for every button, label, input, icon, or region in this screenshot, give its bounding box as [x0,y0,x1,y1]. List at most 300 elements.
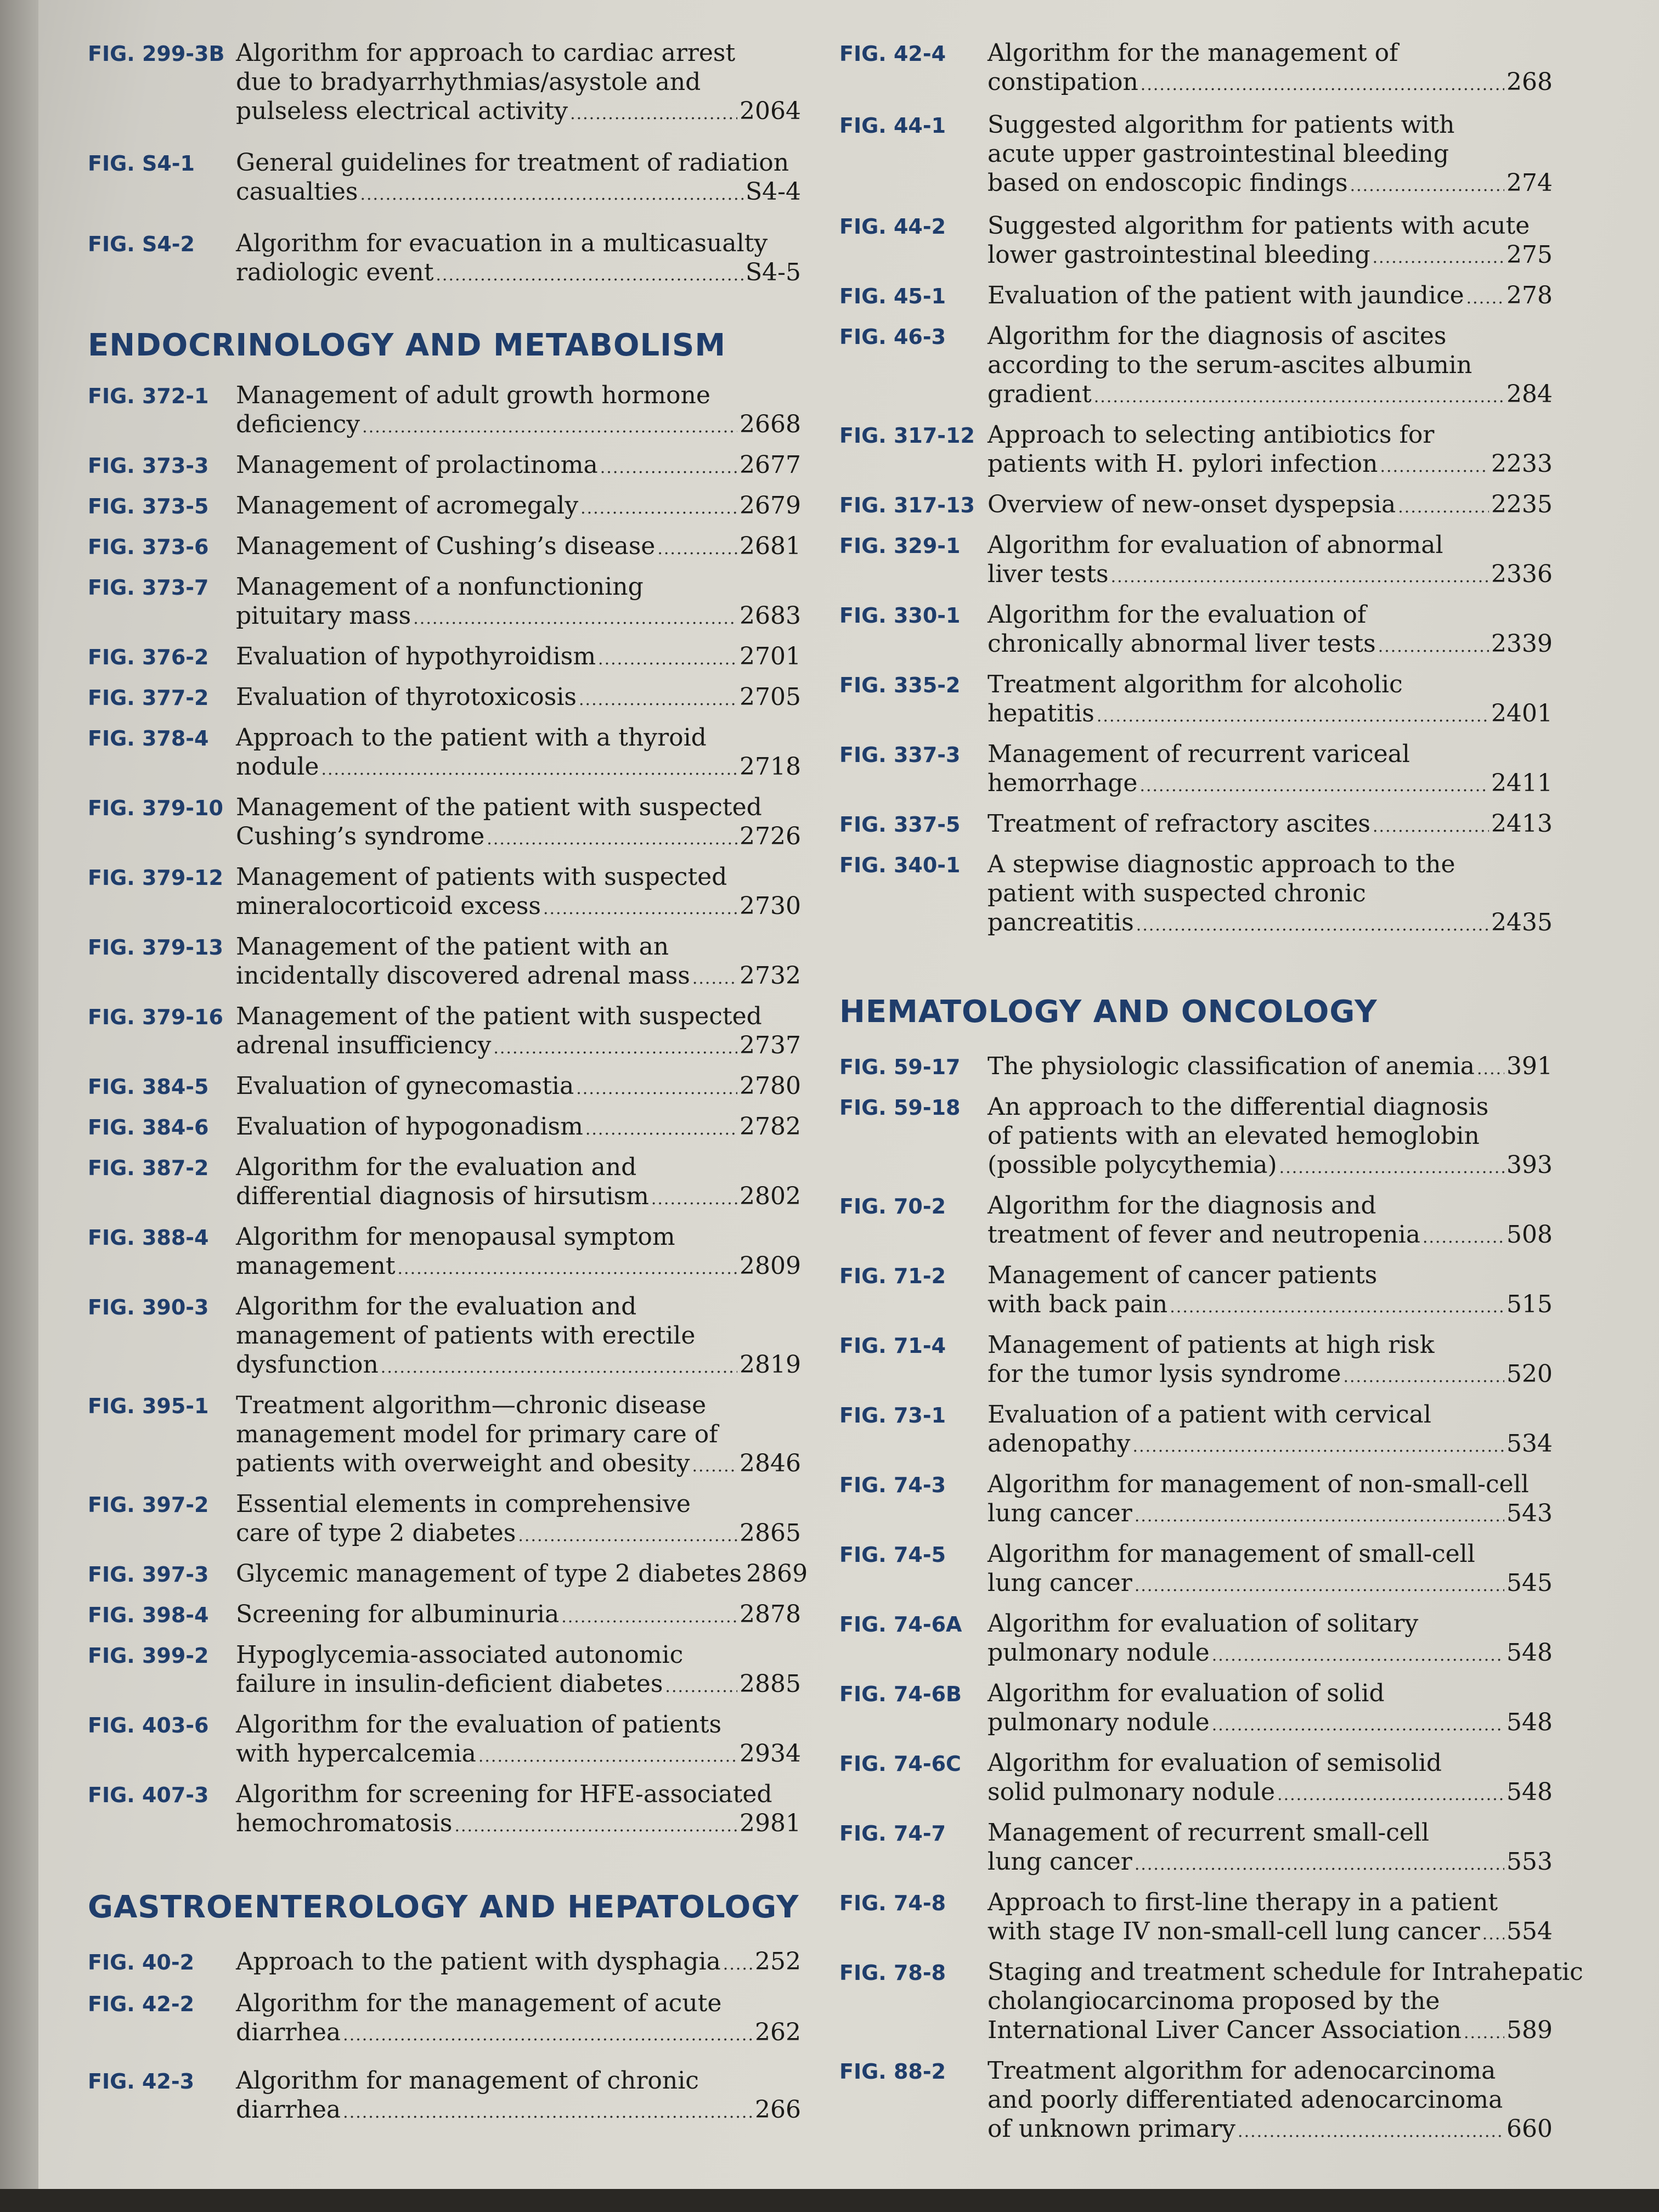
dot-leader [692,1452,738,1481]
page-number: 554 [1506,1917,1553,1945]
entry-title-line: acute upper gastrointestinal bleeding [988,140,1449,168]
entry-last-line [988,1917,1553,1949]
page-number: 2981 [740,1809,801,1837]
dot-leader [478,1742,737,1771]
entry-title-line: Algorithm for the diagnosis and [988,1192,1376,1220]
entry-title-line: hemorrhage [988,769,1138,797]
page-number: 2235 [1491,490,1553,518]
entry-title-line: Management of patients with suspected [236,863,727,891]
dot-leader [1135,1850,1504,1879]
figure-number: FIG. 71-2 [839,1264,946,1288]
entry-title-line: lung cancer [988,1848,1132,1876]
dot-leader [493,1034,737,1063]
figure-number: FIG. 373-5 [88,494,209,518]
dot-leader [579,685,737,714]
page-number: S4-4 [746,178,801,206]
toc-entry [839,809,1553,841]
page-number: 2339 [1491,630,1553,658]
entry-last-line [988,281,1553,313]
figure-number: FIG. 74-6A [839,1612,962,1637]
entry-last-line [236,450,801,482]
figure-number: FIG. 379-13 [88,935,223,960]
entry-title-line: management of patients with erectile [236,1322,696,1350]
entry-title-line: A stepwise diagnostic approach to the [988,850,1455,878]
entry-last-line [236,258,801,290]
entry-title-line: gradient [988,380,1092,408]
dot-leader [1238,2117,1504,2146]
toc-entry [839,321,1553,411]
page-number: 2732 [740,962,801,990]
entry-last-line [236,532,801,563]
page-number: 2782 [740,1113,801,1141]
page-number: 393 [1506,1151,1553,1179]
figure-number: FIG. S4-2 [88,232,195,256]
figure-number: FIG. 74-6B [839,1682,962,1706]
entry-last-line [988,1290,1553,1322]
toc-entry [88,723,801,784]
entry-title-line: management model for primary care of [236,1420,718,1448]
toc-entry [839,1957,1583,2047]
figure-number: FIG. 42-2 [88,1992,195,2016]
dot-leader [381,1353,737,1382]
dot-leader [436,261,743,290]
page-number: 2737 [740,1031,801,1059]
page-number: 589 [1506,2016,1553,2044]
toc-entry [839,850,1553,940]
entry-last-line [988,1220,1553,1252]
figure-number: FIG. 384-6 [88,1115,209,1139]
entry-last-line [236,177,801,209]
entry-last-line [988,449,1553,481]
figure-number: FIG. 390-3 [88,1295,209,1319]
dot-leader [1477,1054,1504,1084]
page-number: 548 [1506,1708,1553,1736]
entry-title-line: patients with H. pylori infection [988,450,1378,478]
entry-title-line: Algorithm for evacuation in a multicasualty [236,229,768,257]
entry-last-line [236,2095,801,2127]
entry-last-line [236,1600,801,1632]
toc-entry [88,1947,801,1979]
figure-number: FIG. 379-16 [88,1005,223,1029]
figure-number: FIG. 74-3 [839,1473,946,1497]
page-number: 548 [1506,1778,1553,1806]
figure-number: FIG. 71-4 [839,1334,946,1358]
toc-entry [839,1539,1553,1600]
entry-last-line [236,1809,801,1841]
entry-last-line [988,1429,1553,1461]
entry-last-line [236,1739,801,1771]
entry-title-line: Treatment algorithm—chronic disease [236,1391,707,1419]
entry-title-line: Evaluation of hypogonadism [236,1113,583,1141]
page-number: 2730 [740,892,801,920]
page-number: 2865 [740,1519,801,1547]
toc-entry [88,642,801,674]
entry-title-line: Algorithm for evaluation of solitary [988,1610,1419,1638]
toc-entry [88,148,801,209]
entry-title-line: Algorithm for evaluation of semisolid [988,1749,1442,1777]
entry-title-line: pulmonary nodule [988,1708,1210,1736]
entry-title-line: radiologic event [236,258,434,286]
dot-leader [1464,2018,1504,2047]
entry-title-line: Treatment algorithm for adenocarcinoma [988,2057,1496,2085]
dot-leader [692,964,737,993]
page-number: 534 [1506,1430,1553,1458]
entry-title-line: patients with overweight and obesity [236,1449,690,1477]
entry-title-line: liver tests [988,560,1109,588]
entry-title-line: Algorithm for the evaluation of [988,601,1367,629]
entry-title-line: Management of the patient with suspected [236,793,762,821]
entry-title-line: Evaluation of thyrotoxicosis [236,683,577,711]
entry-title-line: Algorithm for the evaluation of patients [236,1711,722,1739]
figure-number: FIG. 397-2 [88,1493,209,1517]
toc-entry [88,1489,801,1550]
toc-entry [839,1400,1553,1461]
entry-title-line: patient with suspected chronic [988,879,1366,907]
page-number: 262 [755,2018,801,2046]
figure-number: FIG. 384-5 [88,1075,209,1099]
entry-last-line [988,2016,1553,2047]
entry-title-line: Algorithm for approach to cardiac arrest [236,39,736,67]
dot-leader [1277,1780,1504,1809]
entry-title-line: deficiency [236,410,360,438]
page-number: 266 [755,2096,801,2124]
entry-title-line: hemochromatosis [236,1809,453,1837]
entry-title-line: care of type 2 diabetes [236,1519,516,1547]
dot-leader [570,99,737,128]
entry-last-line [236,601,801,633]
page-number: 2435 [1491,909,1553,936]
toc-entry [88,1710,801,1771]
toc-entry [839,1052,1553,1084]
entry-title-line: of patients with an elevated hemoglobin [988,1122,1480,1150]
entry-title-line: Overview of new-onset dyspepsia [988,490,1396,518]
dot-leader [1212,1711,1504,1740]
dot-leader [1170,1293,1504,1322]
figure-number: FIG. 46-3 [839,325,946,349]
dot-leader [1135,1571,1504,1600]
page-number: 553 [1506,1848,1553,1876]
toc-entry [839,1191,1553,1252]
entry-title-line: Algorithm for the evaluation and [236,1293,637,1321]
toc-entry [839,281,1553,313]
figure-number: FIG. 44-2 [839,215,946,239]
toc-entry [839,1330,1553,1391]
toc-entry [839,420,1553,481]
toc-entry [88,932,801,993]
dot-leader [543,894,737,923]
toc-entry [88,1071,801,1103]
toc-entry [839,1748,1553,1809]
entry-title-line: Suggested algorithm for patients with [988,111,1455,139]
entry-title-line: Management of the patient with suspected [236,1002,762,1030]
figure-number: FIG. 40-2 [88,1950,195,1974]
toc-entry [839,110,1553,200]
entry-title-line: Approach to selecting antibiotics for [988,421,1435,449]
page-number: 548 [1506,1639,1553,1667]
entry-title-line: Treatment of refractory ascites [988,810,1371,838]
entry-title-line: due to bradyarrhythmias/asystole and [236,68,701,96]
entry-last-line [236,491,801,523]
dot-leader [1097,702,1489,731]
entry-last-line [988,629,1553,661]
entry-title-line: Algorithm for evaluation of abnormal [988,531,1443,559]
page-number: 2718 [740,753,801,781]
dot-leader [1350,171,1504,200]
entry-title-line: Management of acromegaly [236,492,579,520]
entry-last-line [988,1499,1553,1531]
dot-leader [343,2098,753,2127]
figure-number: FIG. 74-8 [839,1891,946,1915]
entry-last-line [988,1359,1553,1391]
dot-leader [487,825,737,854]
dot-leader [580,494,737,523]
entry-last-line [988,240,1553,272]
toc-entry [839,1888,1553,1949]
figure-number: FIG. 59-18 [839,1096,961,1120]
toc-entry [839,1261,1553,1322]
toc-entry [839,531,1553,591]
dot-leader [1279,1153,1504,1182]
page-number: 2885 [740,1670,801,1698]
figure-number: FIG. 376-2 [88,645,209,669]
entry-last-line [236,642,801,674]
entry-title-line: Management of recurrent variceal [988,740,1410,768]
page-number: 2809 [740,1252,801,1280]
entry-title-line: for the tumor lysis syndrome [988,1360,1341,1388]
entry-title-line: Suggested algorithm for patients with acute [988,212,1530,240]
toc-entry [88,1002,801,1063]
toc-entry [88,572,801,633]
dot-leader [1343,1362,1504,1391]
page-edge-shadow [0,2189,1659,2212]
toc-entry [88,682,801,714]
page-number: 2413 [1491,810,1553,838]
dot-leader [1373,812,1489,841]
figure-number: FIG. S4-1 [88,151,195,176]
dot-leader [600,453,737,482]
figure-number: FIG. 335-2 [839,673,961,697]
entry-title-line: An approach to the differential diagnosis [988,1093,1489,1121]
entry-title-line: management [236,1252,396,1280]
entry-title-line: Algorithm for the diagnosis of ascites [988,322,1447,350]
entry-title-line: Treatment algorithm for alcoholic [988,670,1403,698]
entry-last-line [236,410,801,442]
page-number: 2780 [740,1072,801,1100]
figure-number: FIG. 329-1 [839,534,961,558]
entry-title-line: Algorithm for evaluation of solid [988,1679,1385,1707]
page-number: 508 [1506,1221,1553,1249]
toc-entry [839,740,1553,800]
entry-title-line: failure in insulin-deficient diabetes [236,1670,663,1698]
entry-title-line: diarrhea [236,2096,341,2124]
page-number: 2681 [740,532,801,560]
figure-number: FIG. 388-4 [88,1226,209,1250]
entry-last-line [988,168,1553,200]
entry-title-line: and poorly differentiated adenocarcinoma [988,2086,1503,2114]
entry-title-line: International Liver Cancer Association [988,2016,1462,2044]
entry-last-line [236,1031,801,1063]
entry-title-line: Management of adult growth hormone [236,381,710,409]
entry-last-line [236,1350,801,1382]
entry-title-line: mineralocorticoid excess [236,892,541,920]
toc-entry [839,490,1553,522]
toc-entry [88,1153,801,1214]
dot-leader [1380,452,1489,481]
toc-entry [88,1640,801,1701]
entry-last-line [236,891,801,923]
page-number: 252 [755,1948,801,1976]
figure-number: FIG. 377-2 [88,686,209,710]
figure-number: FIG. 407-3 [88,1783,209,1807]
entry-last-line [988,560,1553,591]
entry-title-line: Approach to the patient with dysphagia [236,1948,721,1976]
dot-leader [518,1521,737,1550]
entry-title-line: Approach to first-line therapy in a patient [988,1888,1498,1916]
toc-entry [88,1112,801,1144]
page-number: 2679 [740,492,801,520]
entry-last-line [988,2114,1553,2146]
entry-title-line: Algorithm for menopausal symptom [236,1223,675,1251]
page-number: 2683 [740,602,801,630]
entry-title-line: solid pulmonary nodule [988,1778,1276,1806]
entry-title-line: Management of Cushing’s disease [236,532,656,560]
entry-last-line [988,1708,1553,1740]
page-number: 2819 [740,1351,801,1379]
entry-title-line: incidentally discovered adrenal mass [236,962,690,990]
entry-title-line: Glycemic management of type 2 diabetes [236,1560,742,1588]
toc-entry [88,1600,801,1632]
entry-title-line: lower gastrointestinal bleeding [988,241,1370,269]
page-number: 543 [1506,1499,1553,1527]
entry-title-line: based on endoscopic findings [988,169,1348,197]
figure-number: FIG. 74-7 [839,1821,946,1846]
figure-number: FIG. 337-5 [839,812,961,837]
entry-last-line [236,1182,801,1214]
page-number: 275 [1506,241,1553,269]
dot-leader [598,645,737,674]
figure-number: FIG. 373-3 [88,454,209,478]
entry-title-line: Algorithm for the management of acute [236,1989,722,2017]
entry-title-line: differential diagnosis of hirsutism [236,1182,649,1210]
entry-last-line [988,1568,1553,1600]
entry-title-line: Cushing’s syndrome [236,822,485,850]
toc-entry [88,532,801,563]
entry-title-line: Algorithm for screening for HFE-associated [236,1780,772,1808]
figure-number: FIG. 378-4 [88,726,209,751]
toc-entry [839,1609,1553,1670]
figure-number: FIG. 74-5 [839,1543,946,1567]
entry-last-line [236,682,801,714]
dot-leader [561,1602,737,1632]
entry-title-line: Management of a nonfunctioning [236,573,644,601]
entry-last-line [988,490,1553,522]
dot-leader [576,1074,737,1103]
page-number: 2668 [740,410,801,438]
entry-title-line: chronically abnormal liver tests [988,630,1376,658]
entry-title-line: General guidelines for treatment of radiation [236,149,789,177]
dot-leader [651,1184,737,1214]
entry-last-line [236,961,801,993]
page-number: 2401 [1491,699,1553,727]
entry-last-line [236,1071,801,1103]
figure-number: FIG. 330-1 [839,603,961,628]
dot-leader [1373,243,1504,272]
entry-last-line [236,1947,801,1979]
dot-leader [1133,1432,1504,1461]
entry-last-line [236,1112,801,1144]
figure-number: FIG. 372-1 [88,384,209,408]
toc-entry [839,600,1553,661]
entry-last-line [236,2018,801,2050]
entry-last-line [236,1519,801,1550]
dot-leader [343,2021,753,2050]
entry-title-line: pituitary mass [236,602,411,630]
toc-entry [88,1780,801,1841]
dot-leader [723,1950,753,1979]
figure-number: FIG. 74-6C [839,1752,961,1776]
page-number: 2934 [740,1740,801,1768]
toc-entry [88,450,801,482]
entry-last-line [988,1638,1553,1670]
page-number: 2726 [740,822,801,850]
page-number: 520 [1506,1360,1553,1388]
entry-title-line: with hypercalcemia [236,1740,476,1768]
entry-title-line: hepatitis [988,699,1094,727]
entry-title-line: Evaluation of gynecomastia [236,1072,574,1100]
entry-last-line [988,1052,1553,1084]
toc-entry [88,381,801,442]
toc-entry [88,491,801,523]
entry-last-line [236,1559,808,1591]
figure-number: FIG. 70-2 [839,1194,946,1218]
entry-title-line: Hypoglycemia-associated autonomic [236,1641,684,1669]
entry-title-line: treatment of fever and neutropenia [988,1221,1420,1249]
entry-last-line [988,380,1553,411]
toc-entry [88,229,801,290]
entry-title-line: lung cancer [988,1569,1132,1597]
toc-entry [88,862,801,923]
page-number: 278 [1506,281,1553,309]
dot-leader [657,534,737,563]
dot-leader [1111,562,1489,591]
entry-title-line: Algorithm for management of non-small-cell [988,1470,1529,1498]
entry-last-line [988,699,1553,731]
figure-number: FIG. 78-8 [839,1961,946,1985]
entry-last-line [988,809,1553,841]
dot-leader [360,180,743,209]
entry-title-line: of unknown primary [988,2115,1236,2143]
page-number: 2411 [1491,769,1553,797]
entry-title-line: Algorithm for management of small-cell [988,1540,1475,1568]
toc-entry [839,670,1553,731]
toc-entry [88,1391,801,1481]
toc-entry [88,1292,801,1382]
entry-title-line: pancreatitis [988,909,1134,936]
page-number: 660 [1506,2115,1553,2143]
figure-number: FIG. 340-1 [839,853,961,877]
page-number: 391 [1506,1052,1553,1080]
entry-title-line: Evaluation of the patient with jaundice [988,281,1464,309]
entry-last-line [236,1669,801,1701]
dot-leader [1094,382,1504,411]
page-number: 515 [1506,1290,1553,1318]
toc-entry [839,1818,1553,1879]
figure-number: FIG. 403-6 [88,1713,209,1737]
dot-leader [1423,1223,1504,1252]
page-number: 274 [1506,169,1553,197]
entry-title-line: Management of the patient with an [236,933,669,961]
entry-last-line [988,769,1553,800]
